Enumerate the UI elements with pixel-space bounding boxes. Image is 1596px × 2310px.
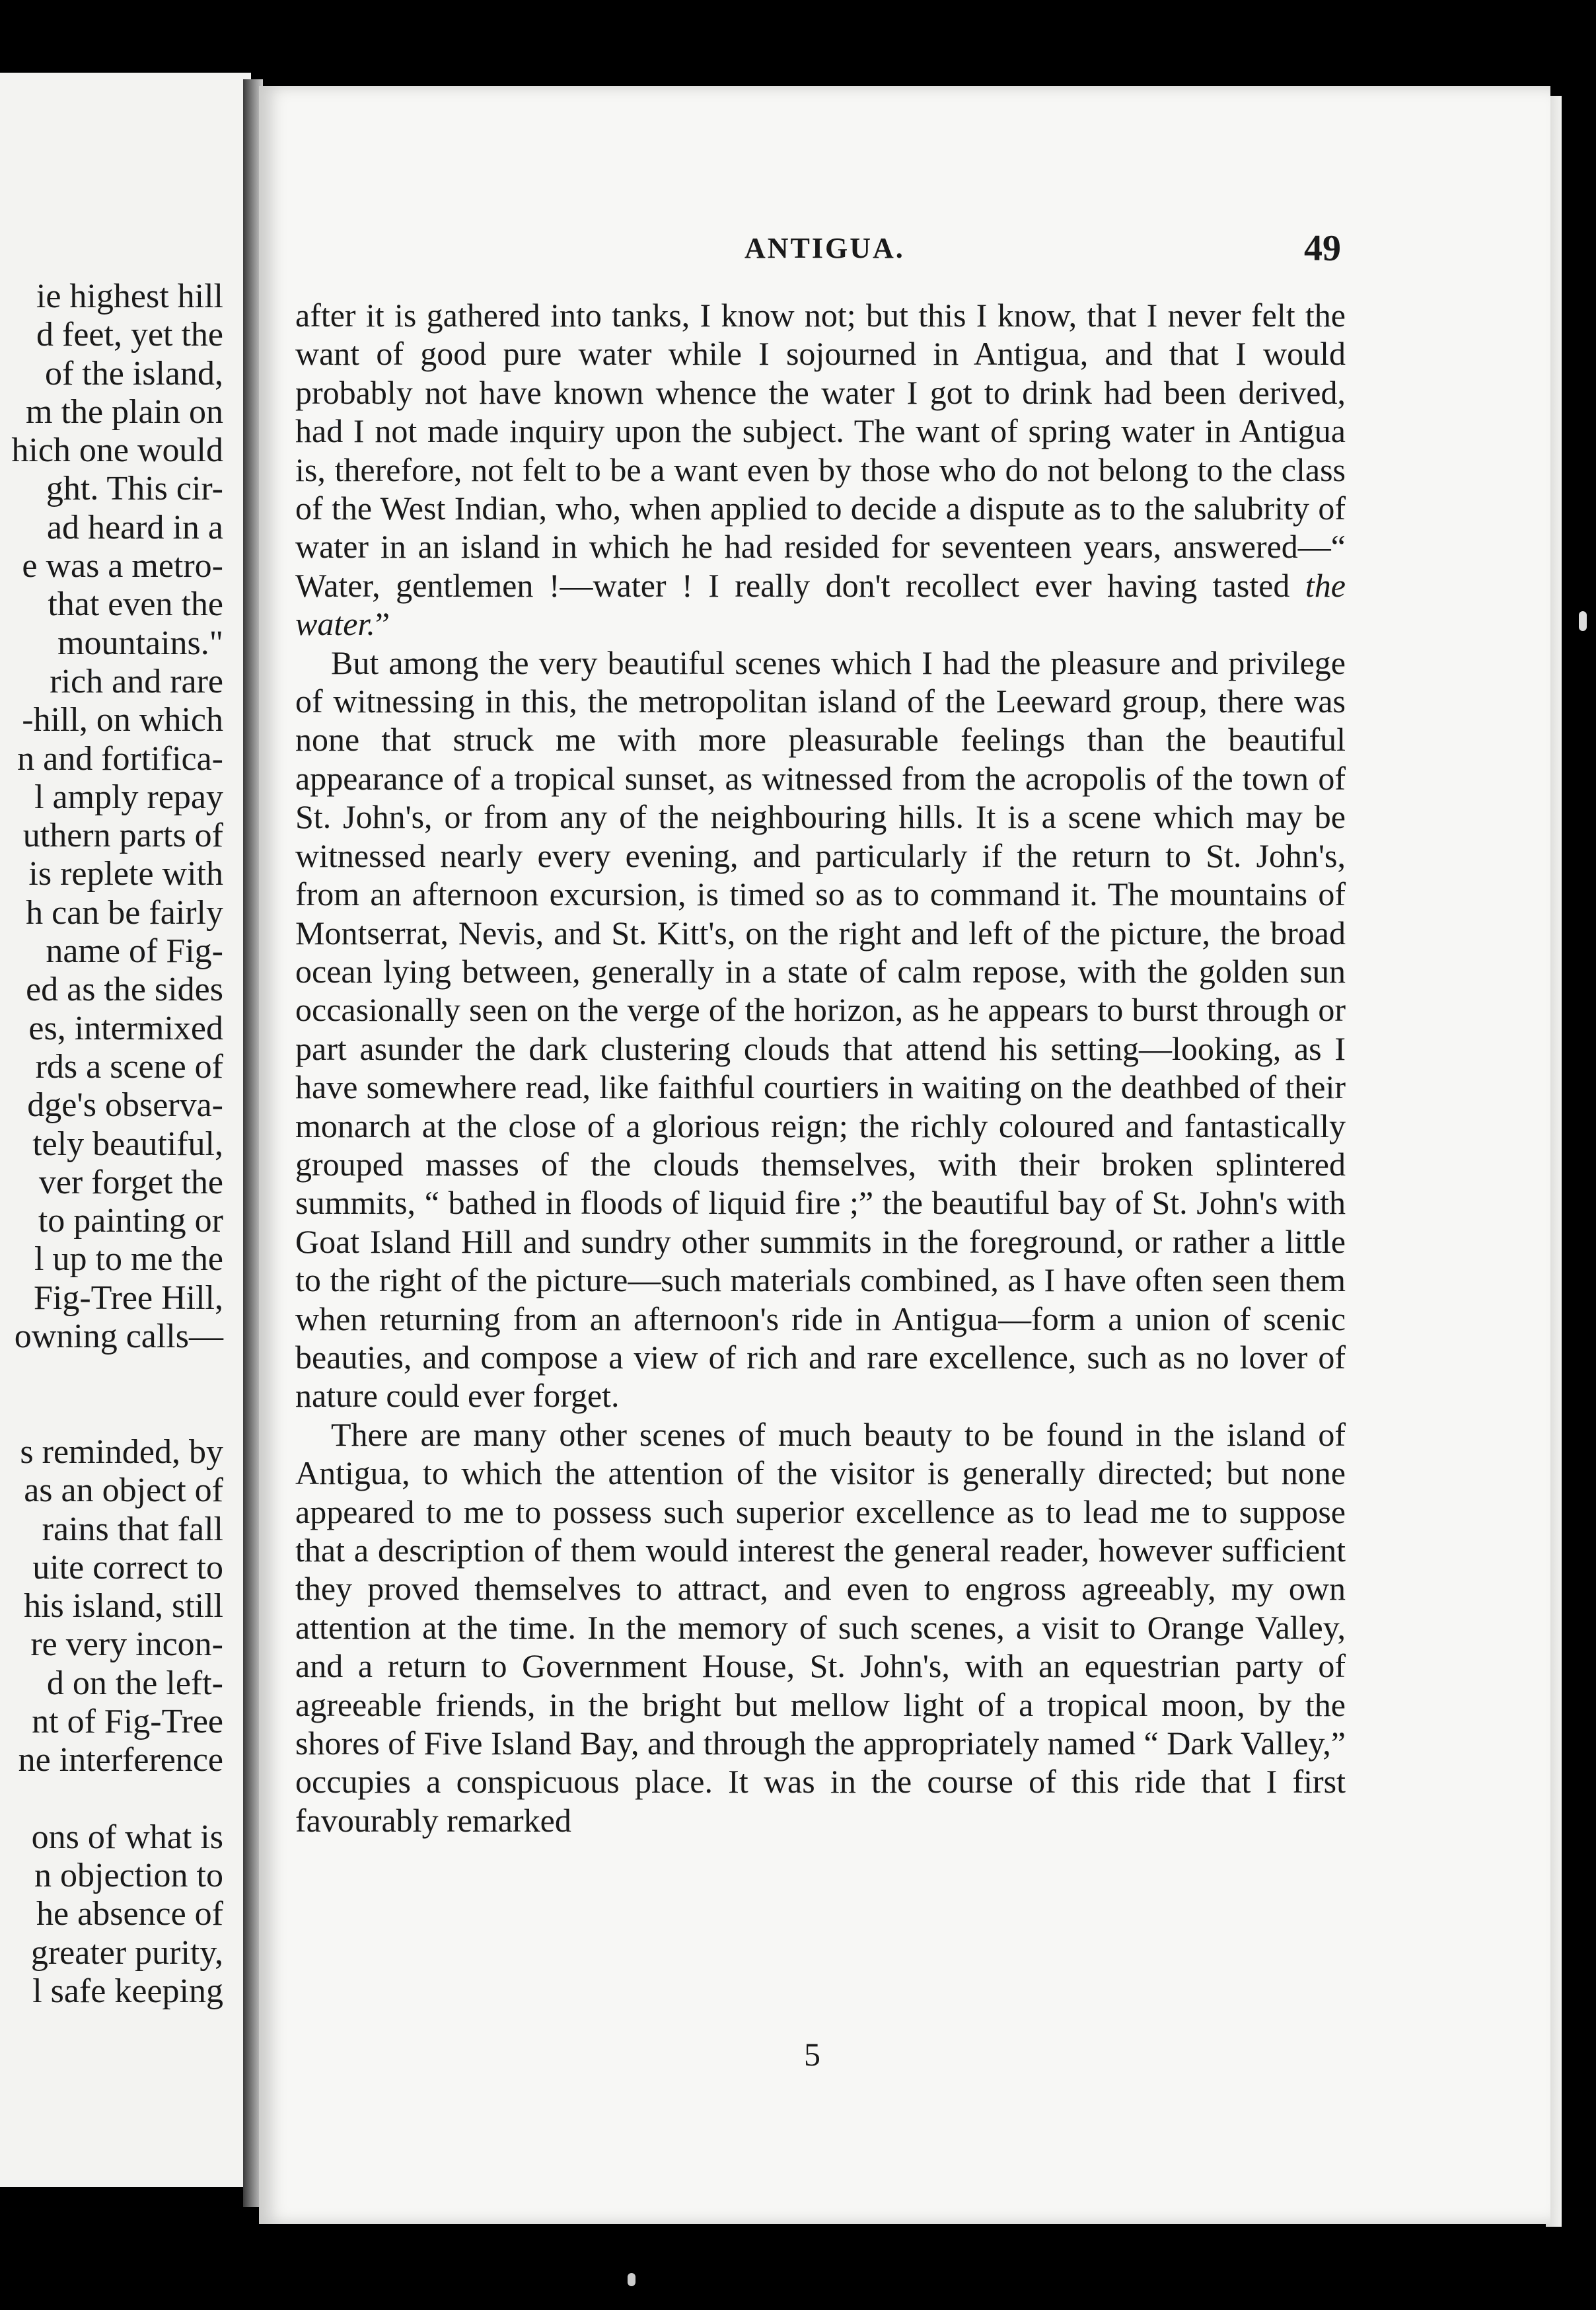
facing-page-line: of the island, [44,354,223,392]
facing-page-line: is replete with [28,855,223,893]
facing-page-line: uthern parts of [22,817,223,855]
facing-page-line: tely beautiful, [32,1125,223,1163]
paragraph [295,296,1346,644]
facing-page-line: rich and rare [50,662,223,700]
paragraph: But among the very beautiful scenes which I had the pleasure and privilege of witnessing in this, the metropolitan island of the Leeward group, there was none that struck me with more pleasurable feelings than the beautiful appearance of a tropical sunset, as witnessed from the acropolis of the town of St. John's, or from any of the neighbouring hills. It is a scene which may be witnessed nearly every evening, and particularly if the return to St. John's, from an afternoon excursion, is timed so as to command it. The mountains of Montserrat, Nevis, and St. Kitt's, on the right and left of the picture, the broad ocean lying between, generally in a state of calm repose, with the golden sun occasionally seen on the verge of the horizon, as he appears to burst through or part asunder the dark clustering clouds that attend his setting—looking, as I have somewhere read, like faithful courtiers in waiting on the deathbed of their monarch at the close of a glorious reign; the richly coloured and fantastically grouped masses of the clouds themselves, with their broken splintered summits, “ bathed in floods of liquid fire ;” the beautiful bay of St. John's with Goat Island Hill and sundry other summits in the foreground, or rather a little to the right of the picture—such materials combined, as I have often seen them when returning from an afternoon's ride in Antigua—form a union of scenic beauties, and compose a view of rich and rare excellence, such as no lover of nature could ever forget. [295,644,1346,1415]
facing-page-line: ver forget the [38,1163,223,1201]
facing-page-line: l amply repay [34,778,223,816]
facing-page-line: s reminded, by [20,1433,223,1471]
facing-page-line: n objection to [34,1857,223,1895]
facing-page-line: d feet, yet the [36,316,223,354]
facing-page-line: rds a scene of [35,1047,223,1086]
facing-page [0,73,251,2187]
facing-page-line: that even the [48,585,223,624]
facing-page-line: ons of what is [31,1818,223,1856]
scan-mark [1579,611,1587,631]
facing-page-line: hich one would [11,431,223,470]
facing-page-line: ed as the sides [26,971,223,1009]
facing-page-line: l safe keeping [32,1972,223,2011]
facing-page-line: his island, still [24,1587,223,1625]
closing-quote: ” [375,605,390,643]
facing-page-line: name of Fig- [46,932,223,971]
facing-page-line: to painting or [38,1202,223,1240]
facing-page-line: re very incon- [30,1625,223,1664]
book-page [259,86,1550,2224]
facing-page-line: he absence of [36,1895,223,1933]
facing-page-line: l up to me the [34,1240,223,1279]
facing-page-line: n and fortifica- [17,739,223,778]
facing-page-line: rains that fall [42,1510,223,1548]
facing-page-line [11,1356,223,1394]
facing-page-line: greater purity, [30,1933,223,1972]
facing-page-line: as an object of [24,1472,223,1510]
paragraph: There are many other scenes of much beauty to be found in the island of Antigua, to which the attention of the visitor is generally directed; but none appeared to me to possess such superior excellence as to lead me to suppose that a description of them would interest the general reader, however sufficient they proved themselves to attract, and even to engross agreeably, my own attention at the time. In the memory of such scenes, a visit to Orange Valley, and a return to Government House, St. John's, with an equestrian party of agreeable friends, in the bright but mellow light of a tropical moon, by the shores of Five Island Bay, and through the appropriately named “ Dark Valley,” occupies a conspicuous place. It was in the course of this ride that I first favourably remarked [295,1415,1346,1839]
page-header [259,228,1550,284]
scan-mark [628,2273,635,2286]
facing-page-line: ne interference [18,1741,223,1779]
facing-page-line: nt of Fig-Tree [32,1702,223,1740]
facing-page-line: -hill, on which [22,701,223,739]
facing-page-line: e was a metro- [22,547,223,585]
facing-page-line: ie highest hill [36,278,223,315]
facing-page-text [11,278,223,2011]
facing-page-line: d on the left- [46,1664,223,1702]
facing-page-line: mountains." [57,624,223,662]
facing-page-line: m the plain on [26,392,223,431]
facing-page-line: ght. This cir- [46,470,223,508]
facing-page-line: es, intermixed [28,1009,223,1047]
signature-mark: 5 [804,2036,820,2073]
page-number: 49 [1304,228,1341,269]
facing-page-line: uite correct to [32,1548,223,1586]
paragraph-text: after it is gathered into tanks, I know not; but this I know, that I never felt the want of good pure water while I sojourned in Antigua, and that I would probably not have known whence the water I got to drink had been derived, had I not made inquiry upon the subject. The want of spring water in Antigua is, therefore, not felt to be a want even by those who do not belong to the class of the West Indian, who, when applied to decide a dispute as to the salubrity of water in an island in which he had resided for seventeen years, answered—“ Water, gentlemen !—water ! I really don't recollect ever having tasted [295,297,1346,604]
facing-page-line [11,1780,223,1818]
facing-page-line [11,1395,223,1433]
italic-phrase: the water. [295,566,1346,643]
running-head: ANTIGUA. [744,232,905,264]
facing-page-line: ad heard in a [46,508,223,546]
body-text [295,296,1346,1840]
facing-page-line: owning calls— [14,1318,223,1356]
facing-page-line: dge's observa- [27,1086,223,1125]
facing-page-line: h can be fairly [26,893,223,932]
facing-page-line: Fig-Tree Hill, [34,1279,223,1317]
